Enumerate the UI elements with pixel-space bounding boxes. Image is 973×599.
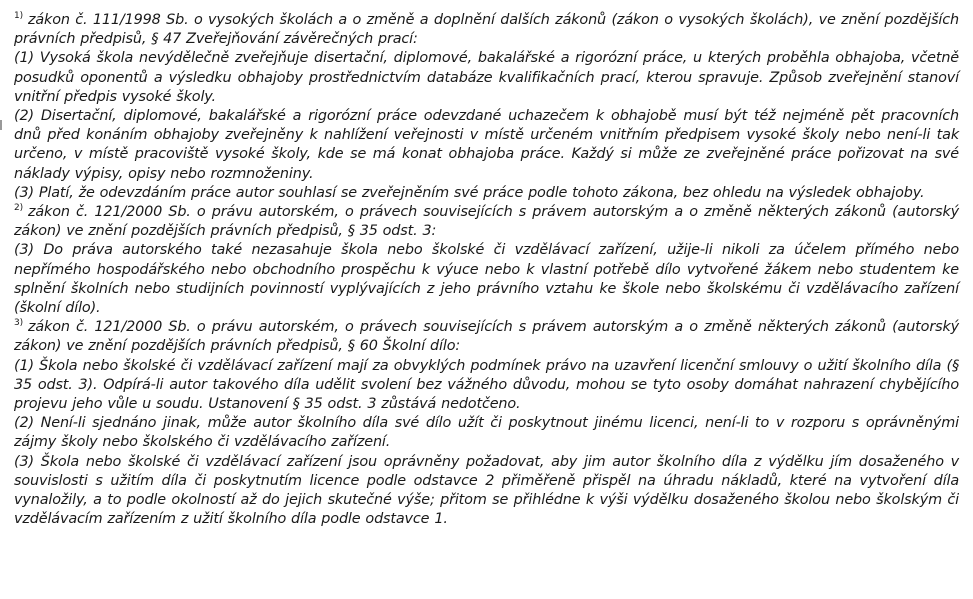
footnote-1-clause-2	[14, 107, 959, 184]
footnote-3-heading	[14, 318, 959, 356]
footnote-marker: 2)	[14, 203, 23, 214]
footnote-3-clause-2	[14, 414, 959, 452]
footnote-1-clause-1	[14, 49, 959, 107]
paragraph-text: (3) Škola nebo školské či vzdělávací zařízení jsou oprávněny požadovat, aby jim autor školního díla z výdělku jím dosaženého v souvislosti s užitím díla či poskytnutím licence podle odstavce 2 přiměřeně přispěl na úhradu nákladů, které na vytvoření díla vynaložily, a to podle okolností až do jejich skutečné výše; přitom se přihlédne k výši výdělku dosaženého školou nebo školským či vzdělávacím zařízením z užití školního díla podle odstavce 1.	[14, 453, 959, 528]
footnote-2-heading	[14, 203, 959, 241]
footnote-1-clause-3	[14, 184, 959, 203]
paragraph-text: zákon č. 111/1998 Sb. o vysokých školách a o změně a doplnění dalších zákonů (zákon o vysokých školách), ve znění pozdějších právních předpisů, § 47 Zveřejňování závěrečných prací:	[14, 12, 959, 48]
paragraph-text: zákon č. 121/2000 Sb. o právu autorském, o právech souvisejících s právem autorským a o změně některých zákonů (autorský zákon) ve znění pozdějších právních předpisů, § 35 odst. 3:	[14, 204, 959, 240]
footnote-3-clause-1	[14, 357, 959, 415]
footnote-3-clause-3	[14, 453, 959, 530]
paragraph-text: (3) Platí, že odevzdáním práce autor souhlasí se zveřejněním své práce podle tohoto zákona, bez ohledu na výsledek obhajoby.	[14, 184, 925, 201]
paragraph-text: (3) Do práva autorského také nezasahuje škola nebo školské či vzdělávací zařízení, užije-li nikoli za účelem přímého nebo nepřímého hospodářského nebo obchodního prospěchu k výuce nebo k vlastní potřebě dílo vytvořené žákem nebo studentem ke splnění školních nebo studijních povinností vyplývajících z jeho právního vztahu ke škole nebo školskému či vzdělávacího zařízení (školní dílo).	[14, 242, 959, 317]
scan-edge-mark	[0, 120, 2, 130]
footnote-marker: 3)	[14, 318, 23, 329]
paragraph-text: (1) Škola nebo školské či vzdělávací zařízení mají za obvyklých podmínek právo na uzavření licenční smlouvy o užití školního díla (§ 35 odst. 3). Odpírá-li autor takového díla udělit svolení bez vážného důvodu, mohou se tyto osoby domáhat nahrazení chybějícího projevu jeho vůle u soudu. Ustanovení § 35 odst. 3 zůstává nedotčeno.	[14, 357, 959, 413]
paragraph-text: zákon č. 121/2000 Sb. o právu autorském, o právech souvisejících s právem autorským a o změně některých zákonů (autorský zákon) ve znění pozdějších právních předpisů, § 60 Školní dílo:	[14, 319, 959, 355]
footnote-marker: 1)	[14, 11, 23, 22]
paragraph-text: (2) Není-li sjednáno jinak, může autor školního díla své dílo užít či poskytnout jinému licenci, není-li to v rozporu s oprávněnými zájmy školy nebo školského či vzdělávacího zařízení.	[14, 415, 959, 451]
paragraph-text: (2) Disertační, diplomové, bakalářské a rigorózní práce odevzdané uchazečem k obhajobě musí být též nejméně pět pracovních dnů před konáním obhajoby zveřejněny k nahlížení veřejnosti v místě určeném vnitřním předpisem vysoké školy nebo není-li tak určeno, v místě pracoviště vysoké školy, kde se má konat obhajoba práce. Každý si může ze zveřejněné práce pořizovat na své náklady výpisy, opisy nebo rozmnoženiny.	[14, 108, 959, 182]
footnote-2-clause-3	[14, 241, 959, 318]
footnote-1-heading	[14, 11, 959, 49]
paragraph-text: (1) Vysoká škola nevýdělečně zveřejňuje disertační, diplomové, bakalářské a rigorózní práce, u kterých proběhla obhajoba, včetně posudků oponentů a výsledku obhajoby prostřednictvím databáze kvalifikačních prací, kterou spravuje. Způsob zveřejnění stanoví vnitřní předpis vysoké školy.	[14, 50, 959, 105]
